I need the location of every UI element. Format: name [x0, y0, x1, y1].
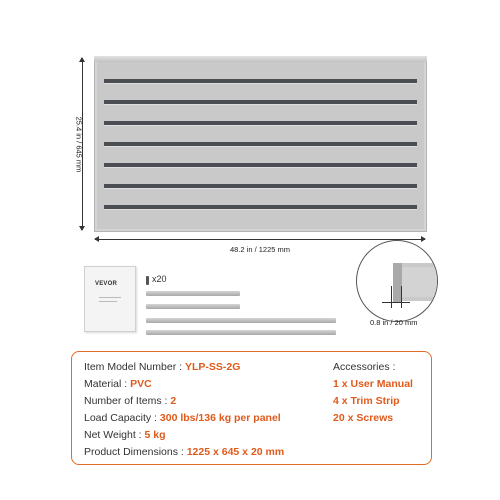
width-label: 48.2 in / 1225 mm [229, 245, 291, 254]
thickness-dim-line [382, 302, 410, 303]
trim-strip [146, 330, 336, 335]
panel-slot [104, 79, 417, 84]
manual-brand-logo: VEVOR [95, 281, 118, 287]
accessory-item: 4 x Trim Strip [333, 395, 400, 407]
accessory-item: 20 x Screws [333, 412, 394, 424]
spec-net-weight [84, 429, 166, 441]
trim-strip [146, 318, 336, 323]
spec-label: Material : [84, 378, 131, 390]
manual-text-line [99, 297, 121, 298]
thickness-dim-line [401, 286, 402, 308]
width-arrow-left [94, 236, 99, 242]
spec-model-number [84, 361, 240, 373]
screw-icon [146, 276, 149, 285]
panel-slot [104, 184, 417, 189]
width-dimension-line [95, 239, 425, 240]
height-label: 25.4 in / 645 mm [74, 116, 84, 173]
accessory-item: 1 x User Manual [333, 378, 413, 390]
trim-strip [146, 304, 240, 309]
thickness-label: 0.8 in / 20 mm [370, 318, 418, 327]
panel-slot [104, 100, 417, 105]
user-manual-image [84, 266, 136, 332]
spec-product-dimensions [84, 446, 284, 458]
spec-value: 1225 x 645 x 20 mm [186, 446, 285, 458]
panel-slot [104, 142, 417, 147]
height-arrow-top [79, 57, 85, 62]
width-arrow-right [421, 236, 426, 242]
spec-label: Number of Items : [84, 395, 171, 407]
spec-label: Load Capacity : [84, 412, 160, 424]
spec-label: Product Dimensions : [84, 446, 187, 458]
spec-value: YLP-SS-2G [184, 361, 241, 373]
spec-value: 5 kg [144, 429, 166, 441]
zoom-panel-face [402, 267, 438, 297]
spec-label: Item Model Number : [84, 361, 185, 373]
accessories-title: Accessories : [333, 361, 396, 373]
spec-load-capacity [84, 412, 281, 424]
thickness-detail-zoom [356, 240, 438, 322]
spec-material [84, 378, 152, 390]
manual-text-line [99, 301, 117, 302]
thickness-dim-line [391, 286, 392, 308]
spec-number-of-items [84, 395, 176, 407]
panel-slot [104, 121, 417, 126]
screw-count: x20 [152, 274, 167, 284]
panel-top-edge [94, 56, 427, 62]
panel-slot [104, 163, 417, 168]
spec-value: 300 lbs/136 kg per panel [159, 412, 281, 424]
panel-slot [104, 205, 417, 210]
spec-value: 2 [170, 395, 177, 407]
spec-value: PVC [130, 378, 152, 390]
height-arrow-bottom [79, 226, 85, 231]
trim-strip [146, 291, 240, 296]
spec-label: Net Weight : [84, 429, 145, 441]
